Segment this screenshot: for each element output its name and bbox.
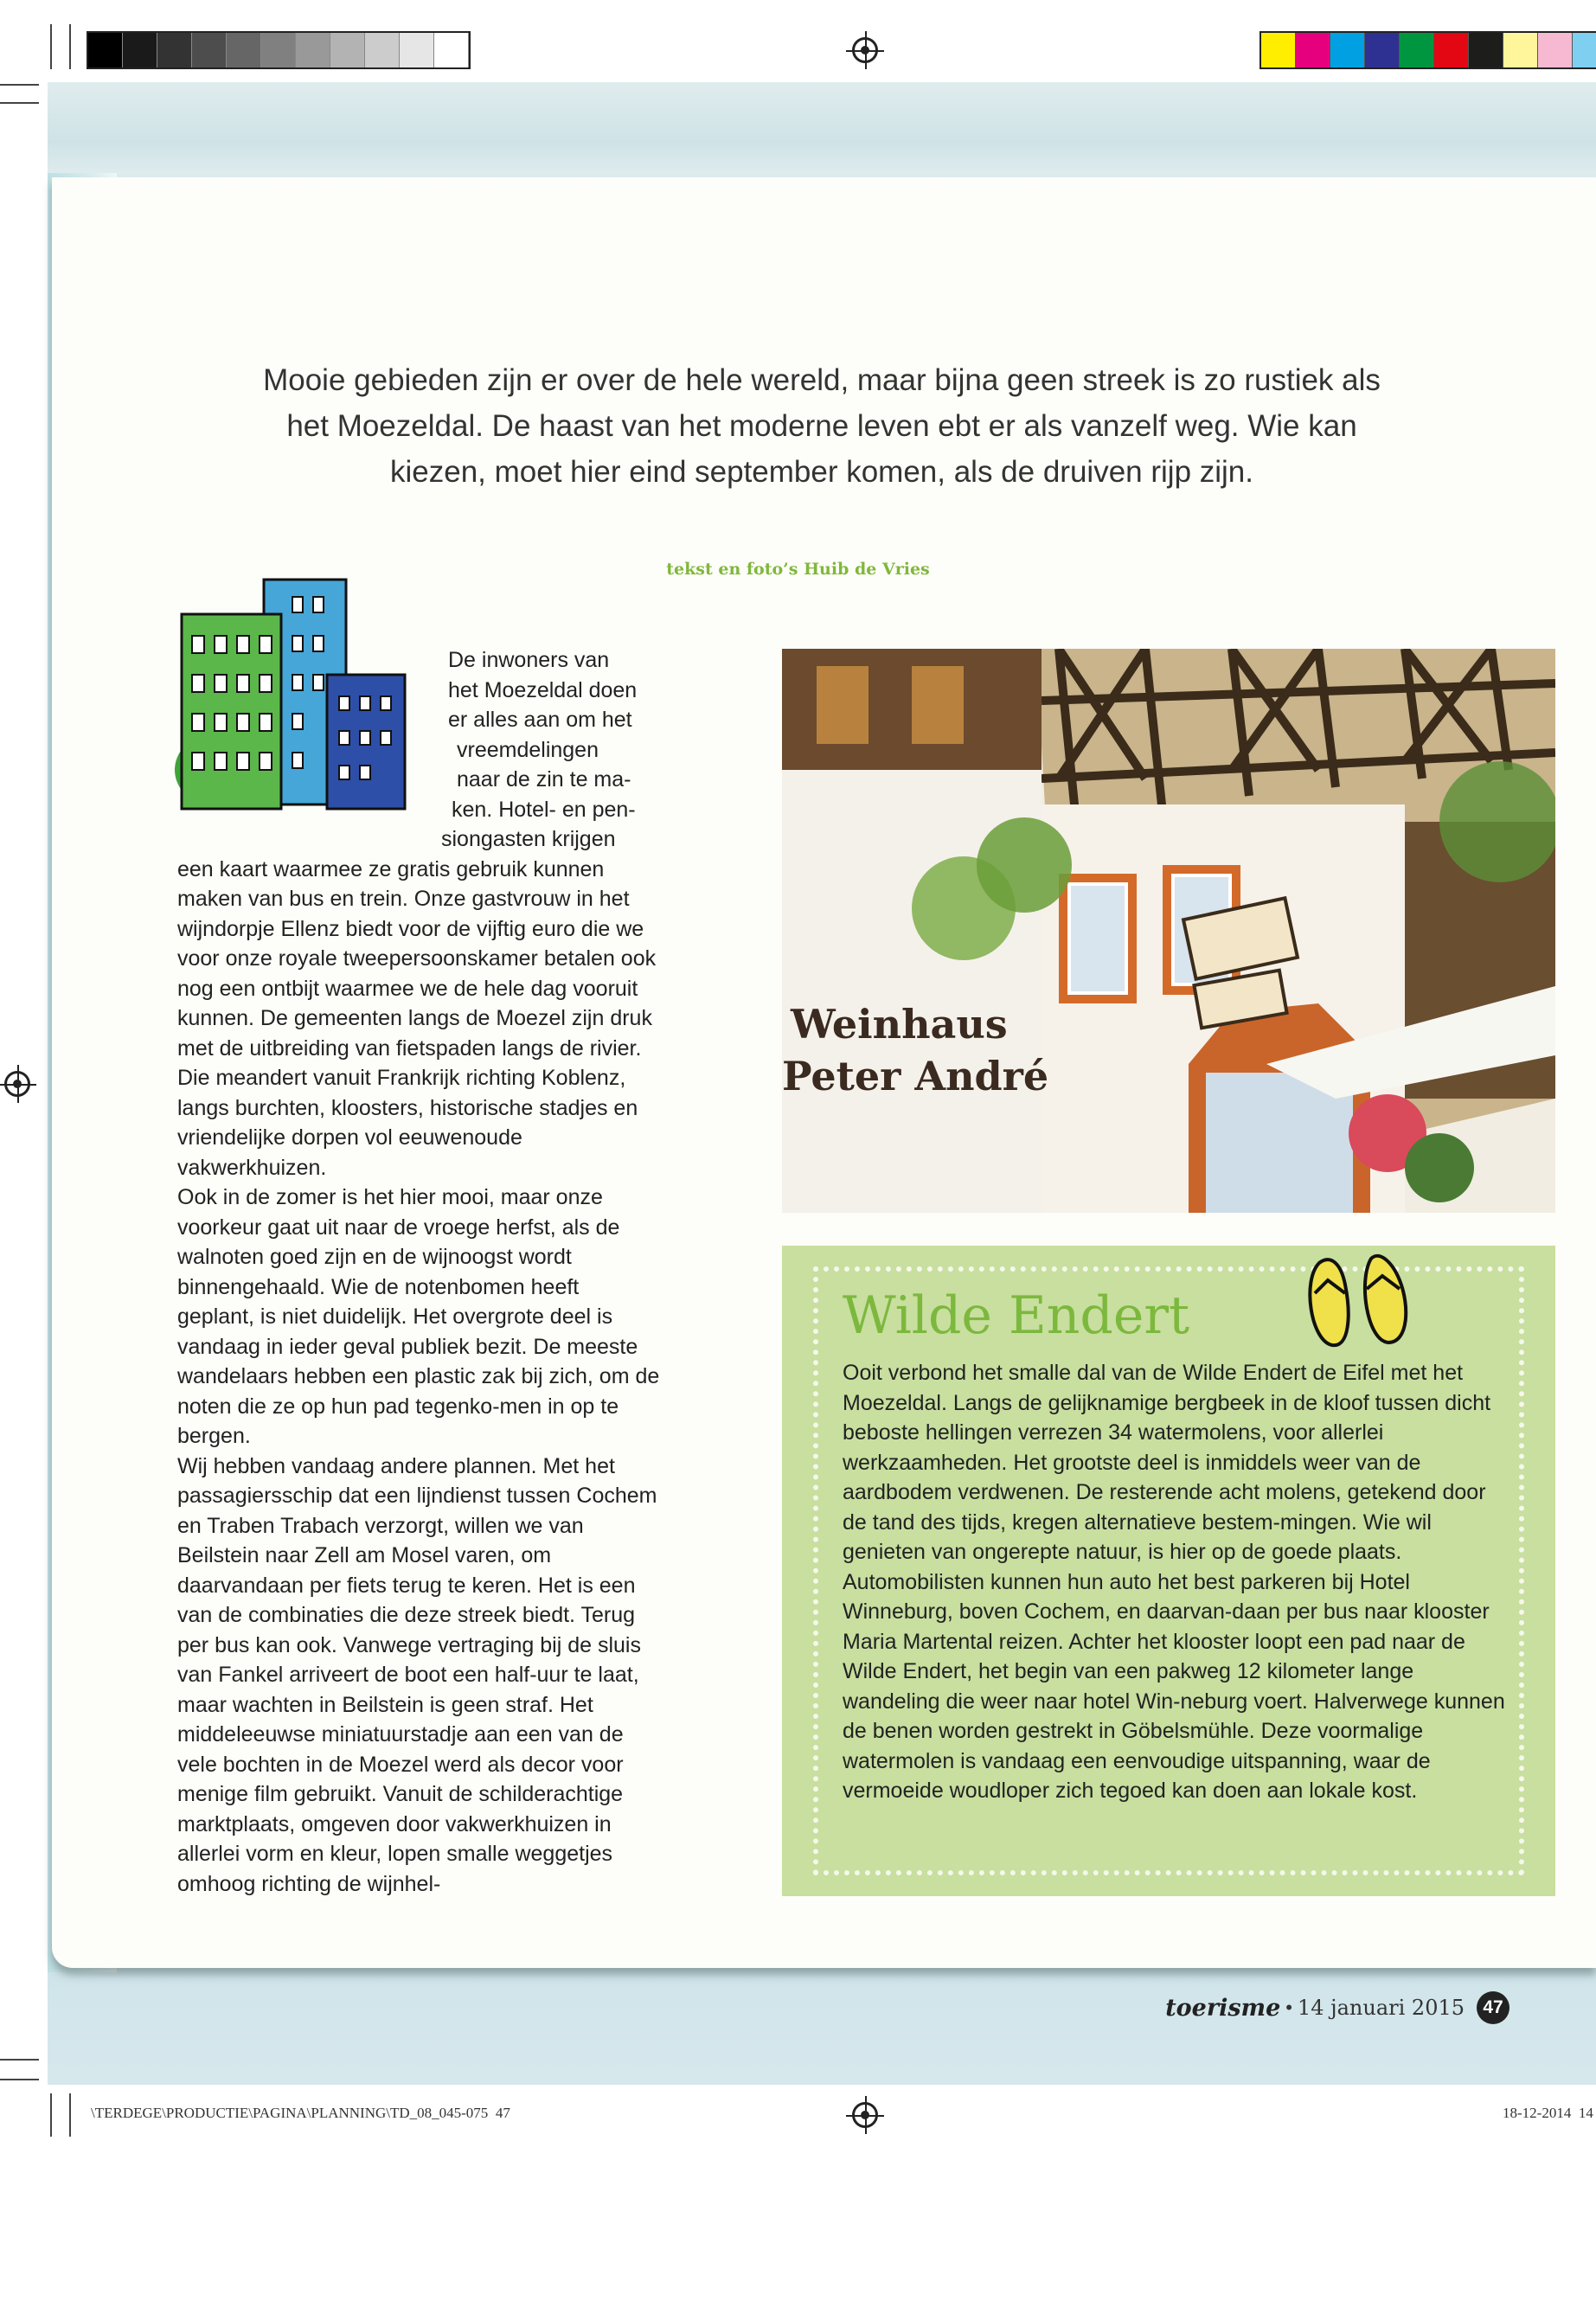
grayscale-color-bar [87, 31, 471, 69]
color-swatch [1400, 33, 1434, 67]
wrap-line: ken. Hotel- en pen- [452, 797, 636, 822]
paragraph-1: een kaart waarmee ze gratis gebruik kunnen maken van bus en trein. Onze gastvrouw in het wijndorpje Ellenz biedt voor de vijftig euro die we voor onze royale tweepersoonskamer betalen ook nog een ontbijt waarmee we de hele dag vooruit kunnen. De gemeenten langs de Moezel zijn druk met de uitbreiding van fietspaden langs de rivier. Die meandert vanuit Frankrijk richting Koblenz, langs burchten, kloosters, historische stadjes en vriendelijke dorpen vol eeuwenoude vakwerkhuizen. [177, 856, 657, 1180]
color-swatch [1261, 33, 1296, 67]
wrap-line: er alles aan om het [448, 708, 632, 732]
wrap-line: De inwoners van [448, 648, 610, 672]
page-folio [1165, 1991, 1509, 2024]
gray-swatch [296, 33, 330, 67]
crop-mark [69, 2093, 71, 2137]
wilde-endert-box [782, 1246, 1555, 1896]
sandals-icon [1298, 1246, 1419, 1358]
wrap-line: vreemdelingen [457, 737, 599, 762]
slug-date-value: 18-12-2014 [1503, 2105, 1572, 2121]
paragraph-3: Wij hebben vandaag andere plannen. Met het passagiersschip dat een lijndienst tussen Cochem en Traben Trabach verzorgt, willen we van Beilstein naar Zell am Mosel varen, om daarvandaan per fiets terug te keren. Het is een van de combinaties die deze streek biedt. Terug per bus kan ook. Vanwege vertraging bij de sluis van Fankel arriveert de boot een half-uur te laat, maar wachten in Beilstein is geen straf. Het middeleeuwse miniatuurstadje aan een van de vele bochten in de Moezel werd als decor voor menige film gebruikt. Vanuit de schilderachtige marktplaats, omgeven door vakwerkhuizen in allerlei vorm en kleur, lopen smalle weggetjes omhoog richting de wijnhel- [177, 1453, 657, 1896]
sky-background-top [48, 82, 1596, 182]
folio-bullet: • [1285, 1997, 1292, 2018]
slug-time: 14 [1578, 2105, 1593, 2121]
page-number-badge: 47 [1477, 1991, 1509, 2024]
gray-swatch [88, 33, 123, 67]
color-swatch [1469, 33, 1503, 67]
photo-sign-line-1: Weinhaus [791, 1001, 1008, 1048]
color-swatch [1296, 33, 1330, 67]
paragraph-2: Ook in de zomer is het hier mooi, maar onze voorkeur gaat uit naar de vroege herfst, als de walnoten goed zijn en de wijnoogst wordt binnengehaald. Wie de notenbomen heeft geplant, is niet duidelijk. Het overgrote deel is vandaag in ieder geval publiek bezit. De meeste wandelaars hebben een plastic zak bij zich, om de noten die ze op hun pad tegenko-men in op te bergen. [177, 1185, 660, 1448]
photo-sign-line-2: Peter André [782, 1053, 1049, 1099]
gray-swatch [434, 33, 469, 67]
slug-file-path: \TERDEGE\PRODUCTIE\PAGINA\PLANNING\TD_08_045-075 [91, 2105, 489, 2121]
wrap-line: siongasten krijgen [441, 827, 616, 851]
byline: tekst en foto’s Huib de Vries [666, 560, 930, 579]
gray-swatch [227, 33, 261, 67]
gray-swatch [192, 33, 227, 67]
wrap-line: naar de zin te ma- [457, 767, 631, 792]
slug-path [91, 2105, 510, 2122]
magazine-name: toerisme [1165, 1994, 1281, 2022]
crop-mark [0, 102, 39, 104]
wrap-line: het Moezeldal doen [448, 677, 638, 702]
color-swatch [1503, 33, 1538, 67]
crop-mark [0, 2059, 39, 2061]
color-swatch [1573, 33, 1596, 67]
gray-swatch [330, 33, 365, 67]
slug-date [1503, 2105, 1593, 2122]
issue-date: 14 januari 2015 [1298, 1996, 1465, 2020]
gray-swatch [157, 33, 192, 67]
box-text: Ooit verbond het smalle dal van de Wilde Endert de Eifel met het Moezeldal. Langs de gelijknamige bergbeek in de kloof tussen dicht beboste hellingen verrezen 34 watermolens, voor allerlei werkzaamheden. Het grootste deel is inmiddels weer van de aardbodem verdwenen. De resterende acht molens, getekend door de tand des tijds, kregen alternatieve bestem-mingen. Wie wil genieten van ongerepte natuur, is hier op de goede plaats. Automobilisten kunnen hun auto het best parkeren bij Hotel Winneburg, boven Cochem, en daarvan-daan per bus naar klooster Maria Martental reizen. Achter het klooster loopt een pad naar de Wilde Endert, het begin van een pakweg 12 kilometer lange wandeling die weer naar hotel Win-neburg voert. Halverwege kunnen de benen worden gestrekt in Göbelsmühle. Deze voormalige watermolen is vandaag een eenvoudige uitspanning, waar de vermoeide woudloper zich tegoed kan doen aan lokale kost. [843, 1361, 1505, 1803]
sky-background-bottom [48, 1964, 1596, 2085]
color-swatch [1330, 33, 1365, 67]
weinhaus-photo [782, 649, 1555, 1213]
crop-mark [0, 2079, 39, 2080]
cmyk-color-bar [1259, 31, 1596, 69]
crop-mark [50, 2093, 52, 2137]
box-title: Wilde Endert [843, 1285, 1190, 1346]
color-swatch [1434, 33, 1469, 67]
gray-swatch [261, 33, 296, 67]
crop-mark [0, 84, 39, 86]
gray-swatch [123, 33, 157, 67]
slug-page: 47 [495, 2105, 510, 2121]
gray-swatch [365, 33, 400, 67]
intro-lead: Mooie gebieden zijn er over de hele wereld, maar bijna geen streek is zo rustiek als het Moezeldal. De haast van het moderne leven ebt er als vanzelf weg. Wie kan kiezen, moet hier eind september komen, als de druiven rijp zijn. [263, 363, 1381, 489]
gray-swatch [400, 33, 434, 67]
color-swatch [1538, 33, 1573, 67]
registration-mark-left [4, 1071, 30, 1097]
crop-mark [50, 24, 52, 69]
color-swatch [1365, 33, 1400, 67]
crop-mark [69, 24, 71, 69]
registration-mark-bottom [852, 2102, 878, 2128]
text-wrap-block [177, 645, 662, 855]
registration-mark-top [852, 37, 878, 63]
article-body-column [177, 645, 662, 1899]
